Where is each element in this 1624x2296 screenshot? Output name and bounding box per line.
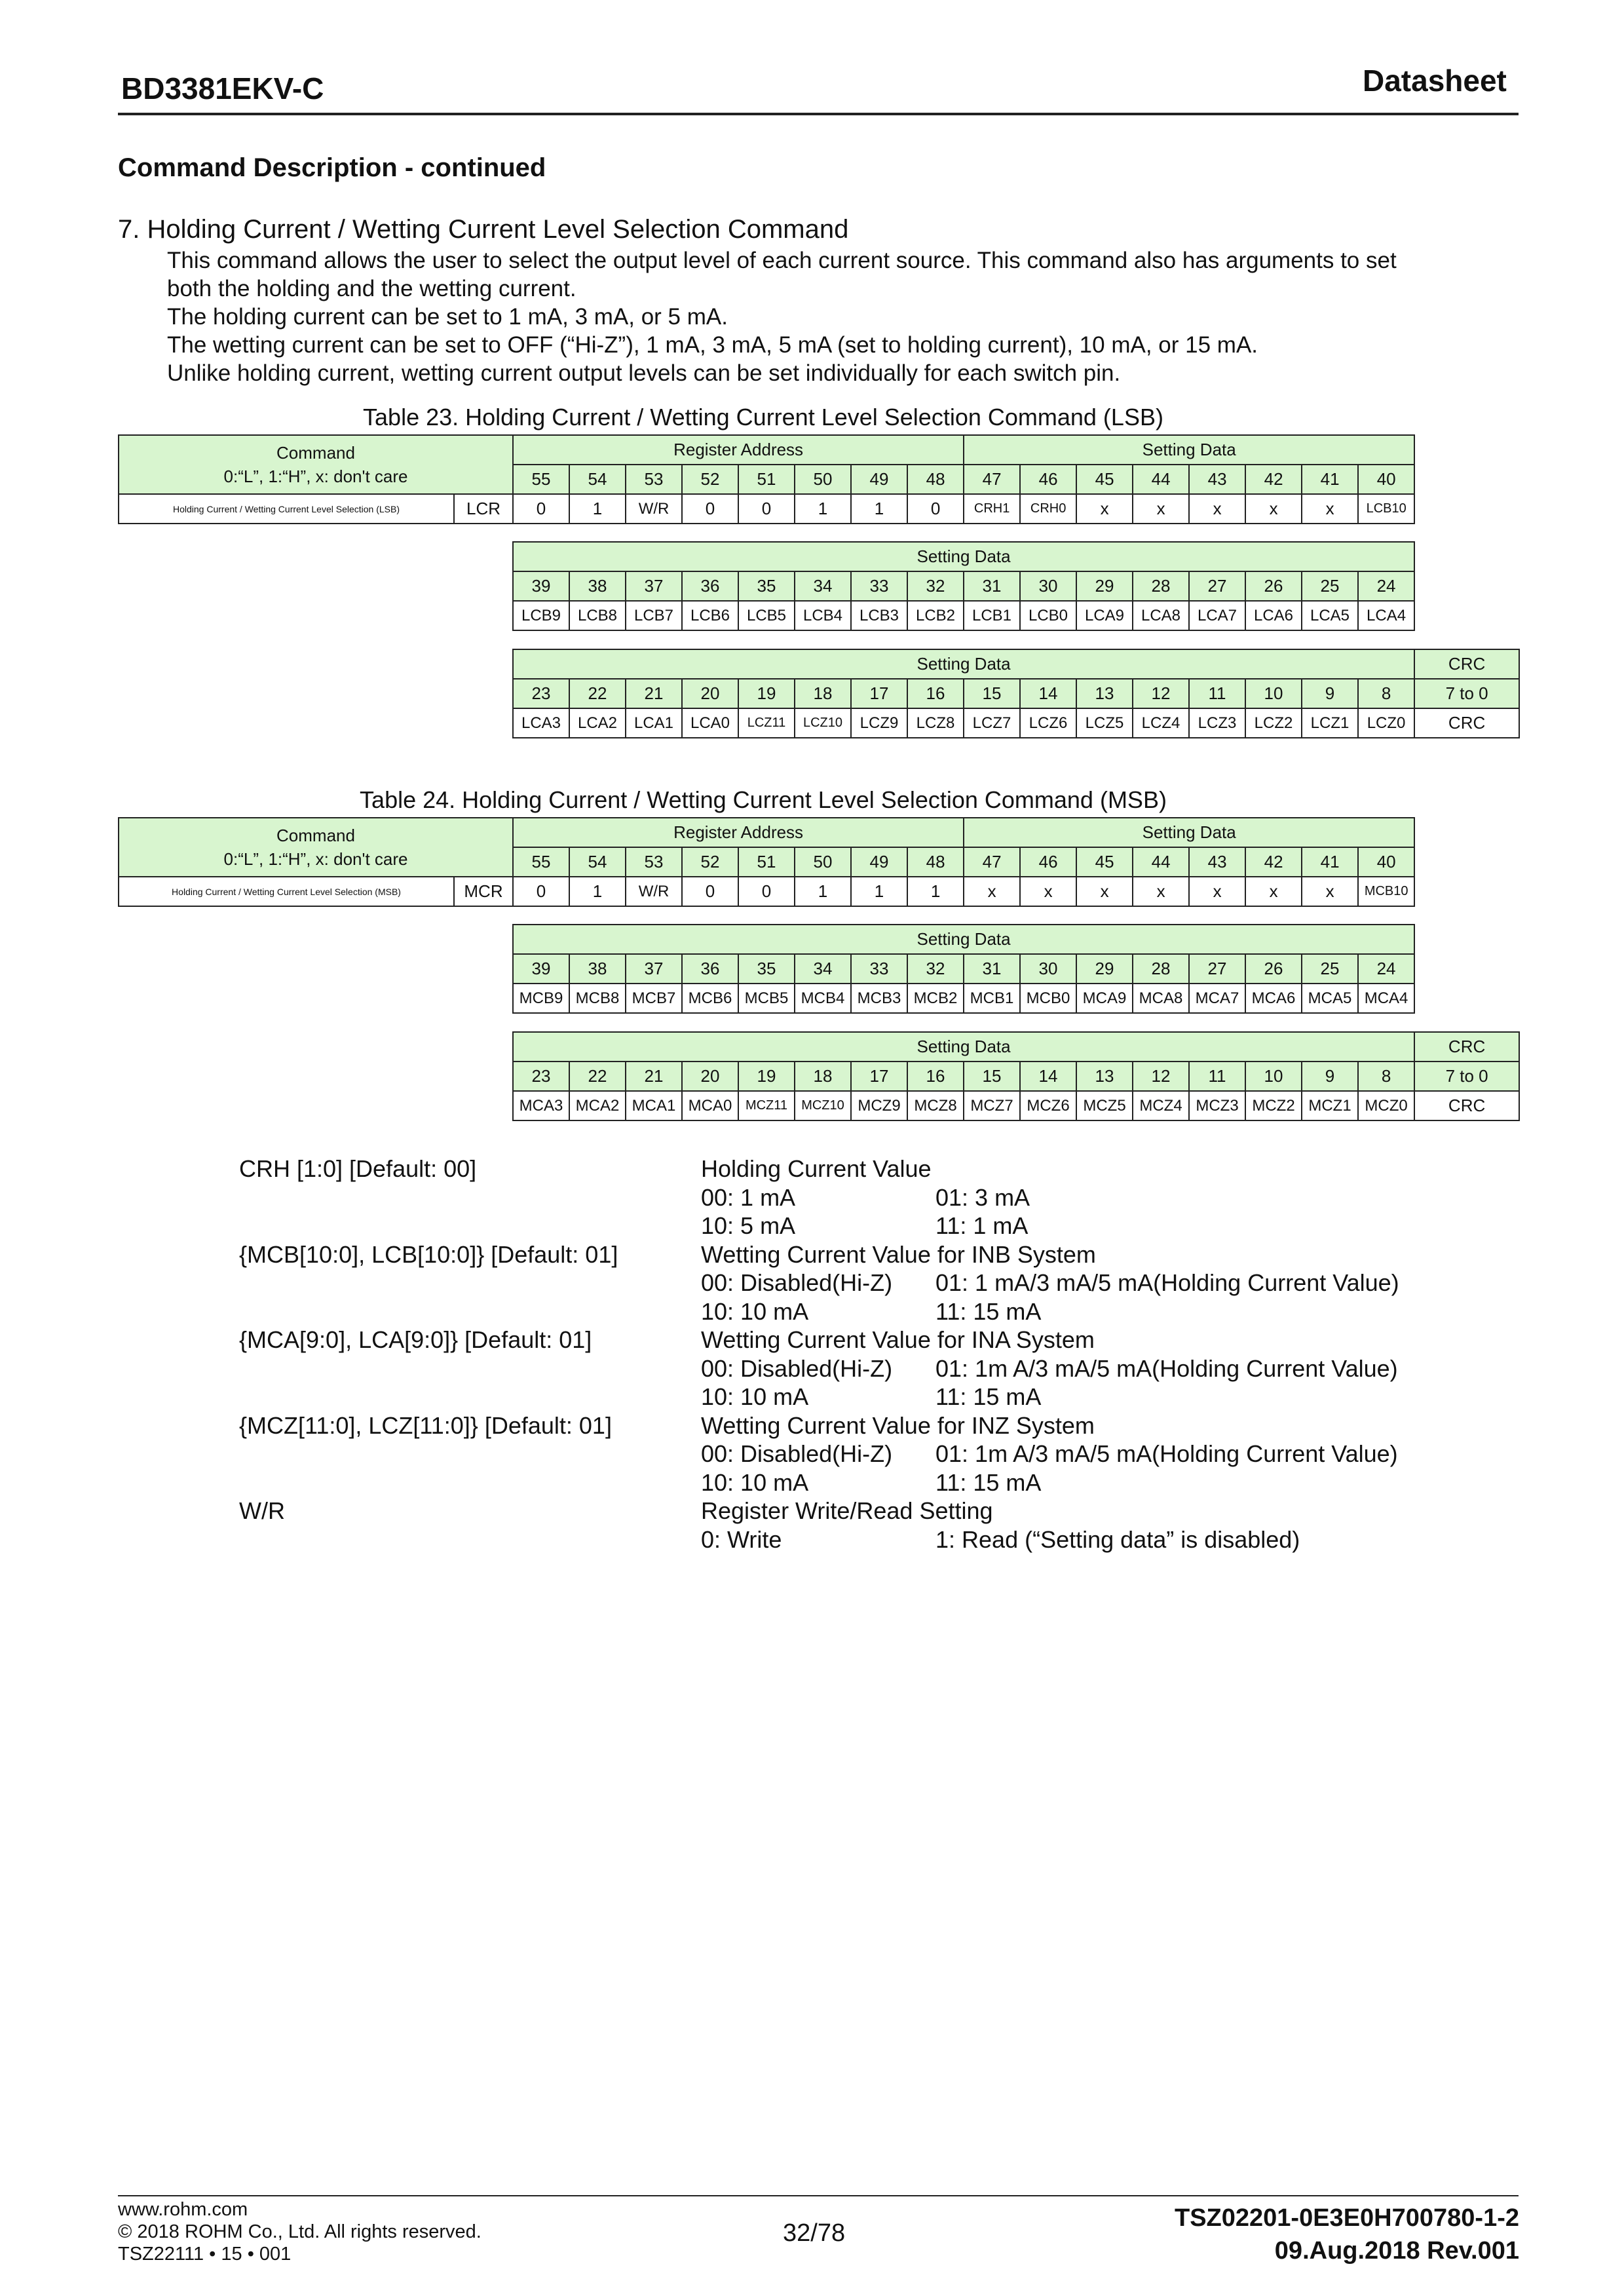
bit-value: LCA2 [569, 708, 626, 738]
field-option: 01: 1m A/3 mA/5 mA(Holding Current Value) [935, 1440, 1398, 1467]
bit-number: 48 [907, 847, 964, 877]
footer-right [1175, 2202, 1519, 2267]
bit-number: 10 [1245, 679, 1302, 708]
bit-value: LCZ4 [1133, 708, 1189, 738]
field-option: 10: 10 mA [701, 1468, 809, 1496]
bit-number: 54 [569, 847, 626, 877]
bit-number: 35 [738, 954, 795, 984]
command-code: MCR [454, 877, 513, 906]
field-option: 00: 1 mA [701, 1183, 796, 1211]
section-heading: Command Description - continued [118, 153, 546, 182]
doc-type: Datasheet [1363, 64, 1507, 98]
bit-number: 34 [795, 954, 851, 984]
bit-value: LCA1 [626, 708, 682, 738]
bit-number: 37 [626, 954, 682, 984]
bit-number: 52 [682, 465, 738, 494]
register-table-msb-part3 [512, 1031, 1520, 1121]
bit-number: 39 [513, 954, 569, 984]
field-name: W/R [239, 1497, 285, 1524]
bit-value: LCZ9 [851, 708, 907, 738]
bit-number: 50 [795, 465, 851, 494]
bit-number: 23 [513, 1062, 569, 1091]
bit-number: 16 [907, 1062, 964, 1091]
bit-value: MCA4 [1358, 984, 1414, 1013]
table-caption: Table 23. Holding Current / Wetting Current Level Selection Command (LSB) [363, 404, 1163, 430]
bit-number: 49 [851, 847, 907, 877]
field-title: Register Write/Read Setting [701, 1497, 993, 1524]
bit-number: 45 [1076, 465, 1133, 494]
part-number: BD3381EKV-C [121, 71, 324, 105]
field-definitions [239, 1155, 1517, 1554]
register-table-msb-part2 [512, 924, 1415, 1014]
page-number: 32/78 [783, 2219, 846, 2247]
field-name: {MCA[9:0], LCA[9:0]} [Default: 01] [239, 1326, 592, 1353]
crc-header: CRC [1414, 649, 1519, 679]
bit-value: CRH0 [1020, 494, 1076, 524]
bit-value: LCA9 [1076, 601, 1133, 630]
field-title: Holding Current Value [701, 1155, 932, 1182]
bit-value: MCZ11 [738, 1091, 795, 1120]
bit-value: LCZ8 [907, 708, 964, 738]
bit-value: LCA5 [1302, 601, 1358, 630]
bit-number: 30 [1020, 954, 1076, 984]
field-option: 10: 10 mA [701, 1383, 809, 1410]
bit-value: x [1020, 877, 1076, 906]
bit-number: 42 [1245, 465, 1302, 494]
crc-bit-range: 7 to 0 [1414, 679, 1519, 708]
date-revision: 09.Aug.2018 Rev.001 [1274, 2237, 1519, 2265]
bit-number: 43 [1189, 465, 1245, 494]
command-header-label: Command [276, 443, 355, 463]
bit-value: MCB10 [1358, 877, 1414, 906]
bit-number: 9 [1302, 1062, 1358, 1091]
bit-value: MCB0 [1020, 984, 1076, 1013]
bit-number: 28 [1133, 571, 1189, 601]
bit-value: 1 [907, 877, 964, 906]
bit-value: 0 [907, 494, 964, 524]
bit-number: 33 [851, 571, 907, 601]
bit-value: x [1189, 877, 1245, 906]
bit-number: 24 [1358, 571, 1414, 601]
bit-number: 40 [1358, 465, 1414, 494]
bit-number: 29 [1076, 571, 1133, 601]
command-header-label: Command [276, 826, 355, 845]
command-title: 7. Holding Current / Wetting Current Level Selection Command [118, 215, 849, 244]
description-line: The holding current can be set to 1 mA, 3 mA, or 5 mA. [167, 304, 728, 330]
bit-number: 36 [682, 571, 738, 601]
bit-value: x [1302, 494, 1358, 524]
command-code: LCR [454, 494, 513, 524]
bit-number: 34 [795, 571, 851, 601]
bit-number: 28 [1133, 954, 1189, 984]
crc-value: CRC [1414, 708, 1519, 738]
bit-number: 27 [1189, 571, 1245, 601]
bit-value: MCB8 [569, 984, 626, 1013]
field-title: Wetting Current Value for INZ System [701, 1411, 1095, 1439]
bit-value: MCZ1 [1302, 1091, 1358, 1120]
command-name: Holding Current / Wetting Current Level Selection (LSB) [119, 494, 454, 524]
bit-value: MCZ8 [907, 1091, 964, 1120]
bit-value: MCZ6 [1020, 1091, 1076, 1120]
bit-value: 1 [851, 877, 907, 906]
footer-divider [118, 2195, 1519, 2196]
bit-number: 44 [1133, 465, 1189, 494]
register-table-lsb-part2 [512, 541, 1415, 631]
document-number: TSZ02201-0E3E0H700780-1-2 [1174, 2204, 1519, 2232]
register-table-lsb-part1 [118, 434, 1415, 524]
bit-value: 0 [738, 494, 795, 524]
setting-data-header: Setting Data [513, 649, 1414, 679]
bit-value: MCB1 [964, 984, 1020, 1013]
bit-value: LCA3 [513, 708, 569, 738]
bit-number: 27 [1189, 954, 1245, 984]
bit-number: 54 [569, 465, 626, 494]
setting-data-header: Setting Data [964, 435, 1414, 465]
field-option: 00: Disabled(Hi-Z) [701, 1354, 893, 1382]
bit-number: 11 [1189, 1062, 1245, 1091]
bit-value: LCB5 [738, 601, 795, 630]
bit-number: 43 [1189, 847, 1245, 877]
field-title: Wetting Current Value for INB System [701, 1240, 1096, 1268]
bit-value: LCB0 [1020, 601, 1076, 630]
bit-number: 15 [964, 1062, 1020, 1091]
bit-number: 26 [1245, 954, 1302, 984]
setting-data-header: Setting Data [513, 925, 1414, 954]
bit-value: MCZ0 [1358, 1091, 1414, 1120]
bit-value: LCZ6 [1020, 708, 1076, 738]
bit-number: 32 [907, 954, 964, 984]
bit-value: LCZ1 [1302, 708, 1358, 738]
bit-number: 41 [1302, 465, 1358, 494]
bit-value: 0 [738, 877, 795, 906]
bit-value: LCZ2 [1245, 708, 1302, 738]
bit-value: 1 [795, 494, 851, 524]
description-line: The wetting current can be set to OFF (“Hi-Z”), 1 mA, 3 mA, 5 mA (set to holding current), 10 mA, or 15 mA. [167, 332, 1258, 358]
bit-value: 1 [569, 494, 626, 524]
command-header-cell [119, 818, 513, 877]
bit-number: 15 [964, 679, 1020, 708]
bit-number: 21 [626, 679, 682, 708]
bit-number: 17 [851, 1062, 907, 1091]
bit-value: LCA0 [682, 708, 738, 738]
bit-number: 40 [1358, 847, 1414, 877]
bit-number: 24 [1358, 954, 1414, 984]
bit-value: LCA6 [1245, 601, 1302, 630]
description-line: This command allows the user to select the output level of each current source. This command also has arguments to set [167, 248, 1397, 273]
bit-number: 20 [682, 679, 738, 708]
bit-value: W/R [626, 877, 682, 906]
bit-number: 47 [964, 465, 1020, 494]
bit-value: MCB5 [738, 984, 795, 1013]
bit-number: 36 [682, 954, 738, 984]
field-name: {MCB[10:0], LCB[10:0]} [Default: 01] [239, 1240, 618, 1268]
bit-value: 0 [513, 494, 569, 524]
setting-data-header: Setting Data [964, 818, 1414, 847]
field-name: CRH [1:0] [Default: 00] [239, 1155, 477, 1182]
bit-value: MCA2 [569, 1091, 626, 1120]
bit-number: 29 [1076, 954, 1133, 984]
copyright: © 2018 ROHM Co., Ltd. All rights reserved. [118, 2221, 482, 2242]
bit-number: 18 [795, 679, 851, 708]
bit-value: LCA7 [1189, 601, 1245, 630]
bit-number: 50 [795, 847, 851, 877]
bit-value: CRH1 [964, 494, 1020, 524]
bit-number: 55 [513, 465, 569, 494]
bit-value: x [1076, 494, 1133, 524]
field-name: {MCZ[11:0], LCZ[11:0]} [Default: 01] [239, 1411, 612, 1439]
command-header-cell [119, 435, 513, 494]
bit-number: 23 [513, 679, 569, 708]
bit-number: 42 [1245, 847, 1302, 877]
command-name: Holding Current / Wetting Current Level Selection (MSB) [119, 877, 454, 906]
bit-number: 22 [569, 1062, 626, 1091]
field-option: 10: 5 mA [701, 1212, 796, 1239]
bit-value: MCA6 [1245, 984, 1302, 1013]
command-header-legend: 0:“L”, 1:“H”, x: don't care [223, 849, 408, 869]
register-address-header: Register Address [513, 818, 964, 847]
bit-value: x [1189, 494, 1245, 524]
bit-value: LCZ7 [964, 708, 1020, 738]
field-option: 01: 3 mA [935, 1183, 1030, 1211]
setting-data-header: Setting Data [513, 1032, 1414, 1062]
bit-value: MCZ3 [1189, 1091, 1245, 1120]
table-caption: Table 24. Holding Current / Wetting Current Level Selection Command (MSB) [360, 786, 1167, 813]
field-option: 1: Read (“Setting data” is disabled) [935, 1525, 1300, 1553]
bit-number: 12 [1133, 679, 1189, 708]
bit-value: MCZ2 [1245, 1091, 1302, 1120]
field-option: 11: 1 mA [935, 1212, 1029, 1239]
bit-number: 19 [738, 679, 795, 708]
bit-value: MCZ4 [1133, 1091, 1189, 1120]
bit-value: MCB2 [907, 984, 964, 1013]
field-option: 10: 10 mA [701, 1297, 809, 1325]
bit-value: MCB3 [851, 984, 907, 1013]
bit-value: MCZ7 [964, 1091, 1020, 1120]
bit-number: 41 [1302, 847, 1358, 877]
bit-value: x [964, 877, 1020, 906]
header-divider [118, 113, 1519, 115]
bit-value: W/R [626, 494, 682, 524]
bit-value: LCA4 [1358, 601, 1414, 630]
bit-number: 39 [513, 571, 569, 601]
bit-value: MCA5 [1302, 984, 1358, 1013]
setting-data-header: Setting Data [513, 542, 1414, 571]
bit-number: 18 [795, 1062, 851, 1091]
bit-number: 25 [1302, 571, 1358, 601]
bit-value: LCZ11 [738, 708, 795, 738]
field-option: 01: 1m A/3 mA/5 mA(Holding Current Value) [935, 1354, 1398, 1382]
bit-number: 37 [626, 571, 682, 601]
bit-number: 53 [626, 465, 682, 494]
bit-value: LCB10 [1358, 494, 1414, 524]
bit-value: x [1245, 877, 1302, 906]
bit-number: 16 [907, 679, 964, 708]
bit-value: LCB4 [795, 601, 851, 630]
crc-header: CRC [1414, 1032, 1519, 1062]
bit-value: MCB7 [626, 984, 682, 1013]
bit-number: 13 [1076, 679, 1133, 708]
bit-number: 26 [1245, 571, 1302, 601]
bit-value: MCA0 [682, 1091, 738, 1120]
bit-number: 9 [1302, 679, 1358, 708]
bit-value: MCB9 [513, 984, 569, 1013]
bit-number: 31 [964, 571, 1020, 601]
command-header-legend: 0:“L”, 1:“H”, x: don't care [223, 467, 408, 486]
bit-value: LCB2 [907, 601, 964, 630]
bit-number: 46 [1020, 847, 1076, 877]
bit-value: LCZ0 [1358, 708, 1414, 738]
field-option: 01: 1 mA/3 mA/5 mA(Holding Current Value) [935, 1269, 1399, 1296]
register-address-header: Register Address [513, 435, 964, 465]
bit-value: MCZ5 [1076, 1091, 1133, 1120]
field-option: 11: 15 mA [935, 1468, 1042, 1496]
bit-number: 30 [1020, 571, 1076, 601]
bit-number: 35 [738, 571, 795, 601]
bit-value: 1 [795, 877, 851, 906]
crc-bit-range: 7 to 0 [1414, 1062, 1519, 1091]
bit-number: 45 [1076, 847, 1133, 877]
bit-number: 17 [851, 679, 907, 708]
field-option: 00: Disabled(Hi-Z) [701, 1440, 893, 1467]
register-table-msb-part1 [118, 817, 1415, 907]
description-line: both the holding and the wetting current. [167, 276, 576, 301]
bit-value: 0 [682, 494, 738, 524]
bit-value: MCA9 [1076, 984, 1133, 1013]
bit-value: MCZ10 [795, 1091, 851, 1120]
bit-number: 33 [851, 954, 907, 984]
bit-number: 25 [1302, 954, 1358, 984]
bit-value: MCB4 [795, 984, 851, 1013]
bit-value: 0 [513, 877, 569, 906]
bit-value: LCZ5 [1076, 708, 1133, 738]
bit-number: 53 [626, 847, 682, 877]
bit-value: LCZ3 [1189, 708, 1245, 738]
bit-number: 19 [738, 1062, 795, 1091]
bit-number: 8 [1358, 679, 1414, 708]
bit-value: MCA3 [513, 1091, 569, 1120]
bit-value: MCA7 [1189, 984, 1245, 1013]
footer-left [118, 2198, 482, 2265]
crc-value: CRC [1414, 1091, 1519, 1120]
form-code: TSZ22111 • 15 • 001 [118, 2244, 292, 2265]
bit-number: 14 [1020, 1062, 1076, 1091]
bit-number: 21 [626, 1062, 682, 1091]
bit-value: MCB6 [682, 984, 738, 1013]
bit-number: 51 [738, 847, 795, 877]
command-description [167, 246, 1517, 387]
bit-number: 38 [569, 571, 626, 601]
bit-number: 32 [907, 571, 964, 601]
bit-number: 22 [569, 679, 626, 708]
bit-value: 1 [569, 877, 626, 906]
bit-number: 11 [1189, 679, 1245, 708]
bit-value: LCA8 [1133, 601, 1189, 630]
bit-value: MCA1 [626, 1091, 682, 1120]
bit-value: LCB3 [851, 601, 907, 630]
field-title: Wetting Current Value for INA System [701, 1326, 1095, 1353]
description-line: Unlike holding current, wetting current output levels can be set individually for each switch pin. [167, 360, 1121, 386]
field-option: 0: Write [701, 1525, 782, 1553]
bit-value: LCB8 [569, 601, 626, 630]
bit-number: 49 [851, 465, 907, 494]
bit-number: 8 [1358, 1062, 1414, 1091]
field-option: 00: Disabled(Hi-Z) [701, 1269, 893, 1296]
bit-number: 48 [907, 465, 964, 494]
bit-value: LCB9 [513, 601, 569, 630]
bit-value: x [1245, 494, 1302, 524]
bit-number: 38 [569, 954, 626, 984]
bit-value: 1 [851, 494, 907, 524]
bit-number: 51 [738, 465, 795, 494]
bit-number: 31 [964, 954, 1020, 984]
bit-value: LCB7 [626, 601, 682, 630]
bit-value: LCB6 [682, 601, 738, 630]
bit-number: 12 [1133, 1062, 1189, 1091]
bit-value: 0 [682, 877, 738, 906]
bit-value: MCA8 [1133, 984, 1189, 1013]
bit-value: x [1133, 494, 1189, 524]
bit-value: LCB1 [964, 601, 1020, 630]
bit-value: x [1133, 877, 1189, 906]
bit-value: x [1076, 877, 1133, 906]
bit-number: 20 [682, 1062, 738, 1091]
bit-number: 47 [964, 847, 1020, 877]
bit-number: 55 [513, 847, 569, 877]
bit-value: MCZ9 [851, 1091, 907, 1120]
bit-value: x [1302, 877, 1358, 906]
bit-number: 10 [1245, 1062, 1302, 1091]
field-option: 11: 15 mA [935, 1383, 1042, 1410]
bit-value: LCZ10 [795, 708, 851, 738]
bit-number: 52 [682, 847, 738, 877]
bit-number: 14 [1020, 679, 1076, 708]
bit-number: 46 [1020, 465, 1076, 494]
bit-number: 13 [1076, 1062, 1133, 1091]
register-table-lsb-part3 [512, 649, 1520, 738]
website-link[interactable]: www.rohm.com [118, 2199, 248, 2220]
field-option: 11: 15 mA [935, 1297, 1042, 1325]
bit-number: 44 [1133, 847, 1189, 877]
